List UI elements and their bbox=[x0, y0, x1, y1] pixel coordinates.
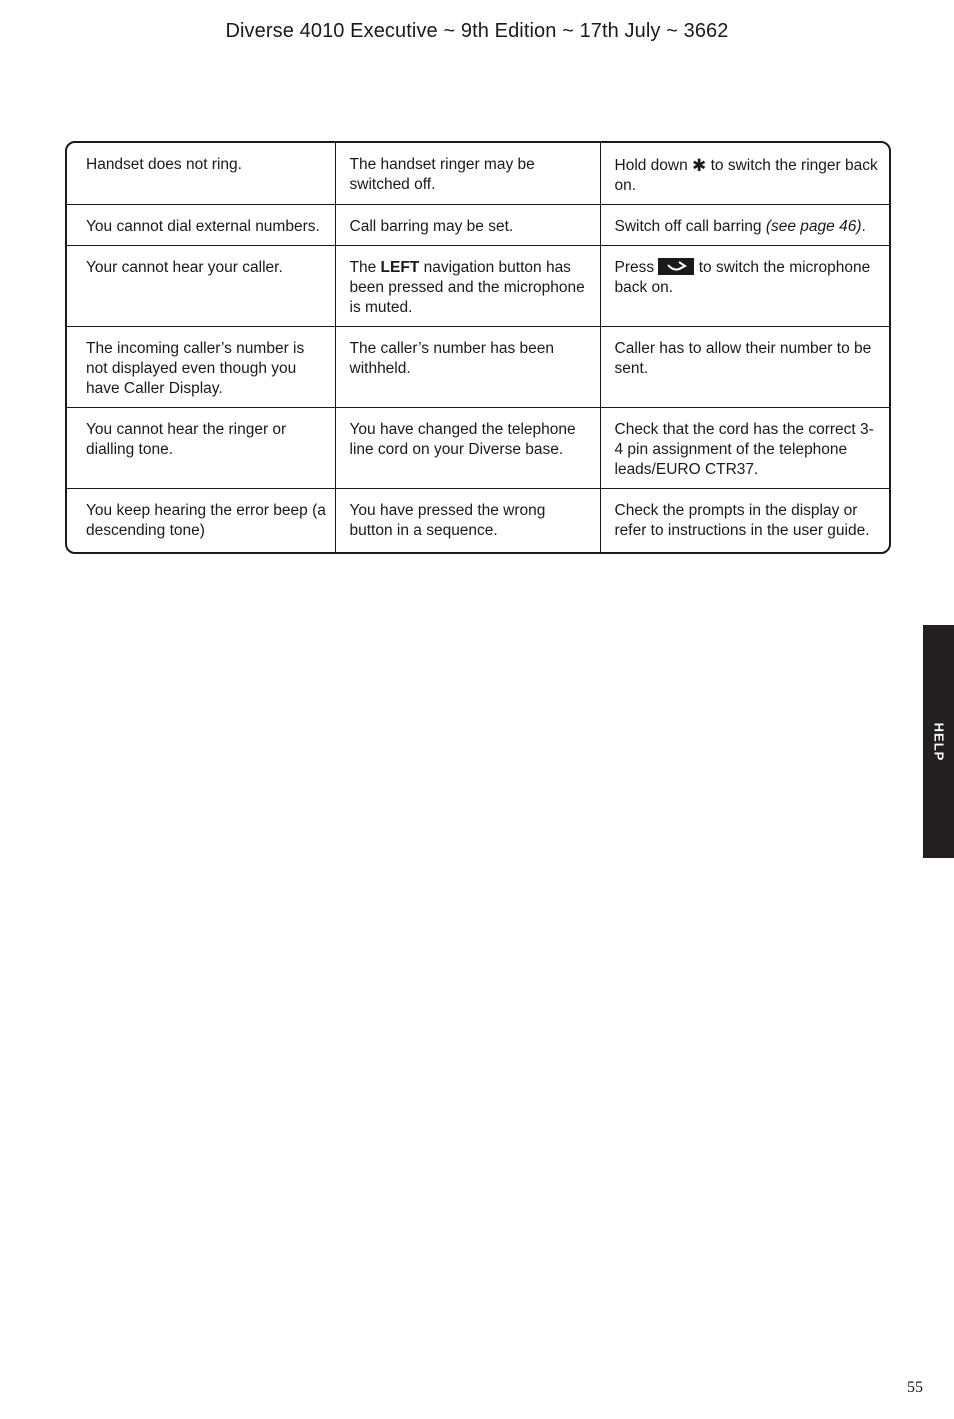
page-header: Diverse 4010 Executive ~ 9th Edition ~ 17th July ~ 3662 bbox=[225, 20, 729, 42]
cause-cell: Call barring may be set. bbox=[335, 205, 600, 246]
table-row bbox=[67, 143, 889, 205]
problem-cell: You cannot hear the ringer or dialling tone. bbox=[67, 408, 335, 489]
problem-cell: Handset does not ring. bbox=[67, 143, 335, 205]
table-row bbox=[67, 489, 889, 553]
solution-cell bbox=[600, 205, 889, 246]
solution-text: to switch the microphone back on. bbox=[614, 259, 871, 296]
page-reference: (see page 46) bbox=[765, 218, 862, 235]
left-button-label: LEFT bbox=[380, 259, 420, 276]
solution-cell bbox=[600, 143, 889, 205]
solution-text: Hold down bbox=[614, 157, 693, 174]
solution-cell: Check that the cord has the correct 3-4 pin assignment of the telephone leads/EURO CTR37. bbox=[600, 408, 889, 489]
problem-cell: Your cannot hear your caller. bbox=[67, 246, 335, 327]
table-row bbox=[67, 205, 889, 246]
troubleshooting-table bbox=[65, 141, 891, 554]
cause-text: The bbox=[349, 259, 381, 276]
cause-cell: The handset ringer may be switched off. bbox=[335, 143, 600, 205]
solution-text: to switch the ringer back on. bbox=[614, 157, 878, 194]
table-row bbox=[67, 408, 889, 489]
help-section-tab bbox=[923, 625, 954, 858]
cause-cell bbox=[335, 246, 600, 327]
table-row bbox=[67, 246, 889, 327]
problem-cell: You keep hearing the error beep (a descending tone) bbox=[67, 489, 335, 553]
mute-key-icon bbox=[658, 258, 694, 275]
solution-text: Press bbox=[614, 259, 659, 276]
problem-cell: The incoming caller’s number is not displayed even though you have Caller Display. bbox=[67, 327, 335, 408]
solution-cell: Caller has to allow their number to be sent. bbox=[600, 327, 889, 408]
solution-cell bbox=[600, 246, 889, 327]
solution-text: Switch off call barring bbox=[614, 218, 766, 235]
cause-text: navigation button has been pressed and the microphone is muted. bbox=[349, 259, 585, 316]
page-number: 55 bbox=[907, 1379, 923, 1396]
star-key-icon: ✱ bbox=[692, 156, 707, 175]
solution-cell: Check the prompts in the display or refer to instructions in the user guide. bbox=[614, 502, 870, 539]
cause-cell: The caller’s number has been withheld. bbox=[335, 327, 600, 408]
solution-text: . bbox=[861, 218, 866, 235]
cause-cell: You have pressed the wrong button in a sequence. bbox=[335, 489, 600, 553]
table-row bbox=[67, 327, 889, 408]
cause-cell: You have changed the telephone line cord on your Diverse base. bbox=[335, 408, 600, 489]
problem-cell: You cannot dial external numbers. bbox=[67, 205, 335, 246]
help-tab-label: HELP bbox=[931, 722, 946, 761]
